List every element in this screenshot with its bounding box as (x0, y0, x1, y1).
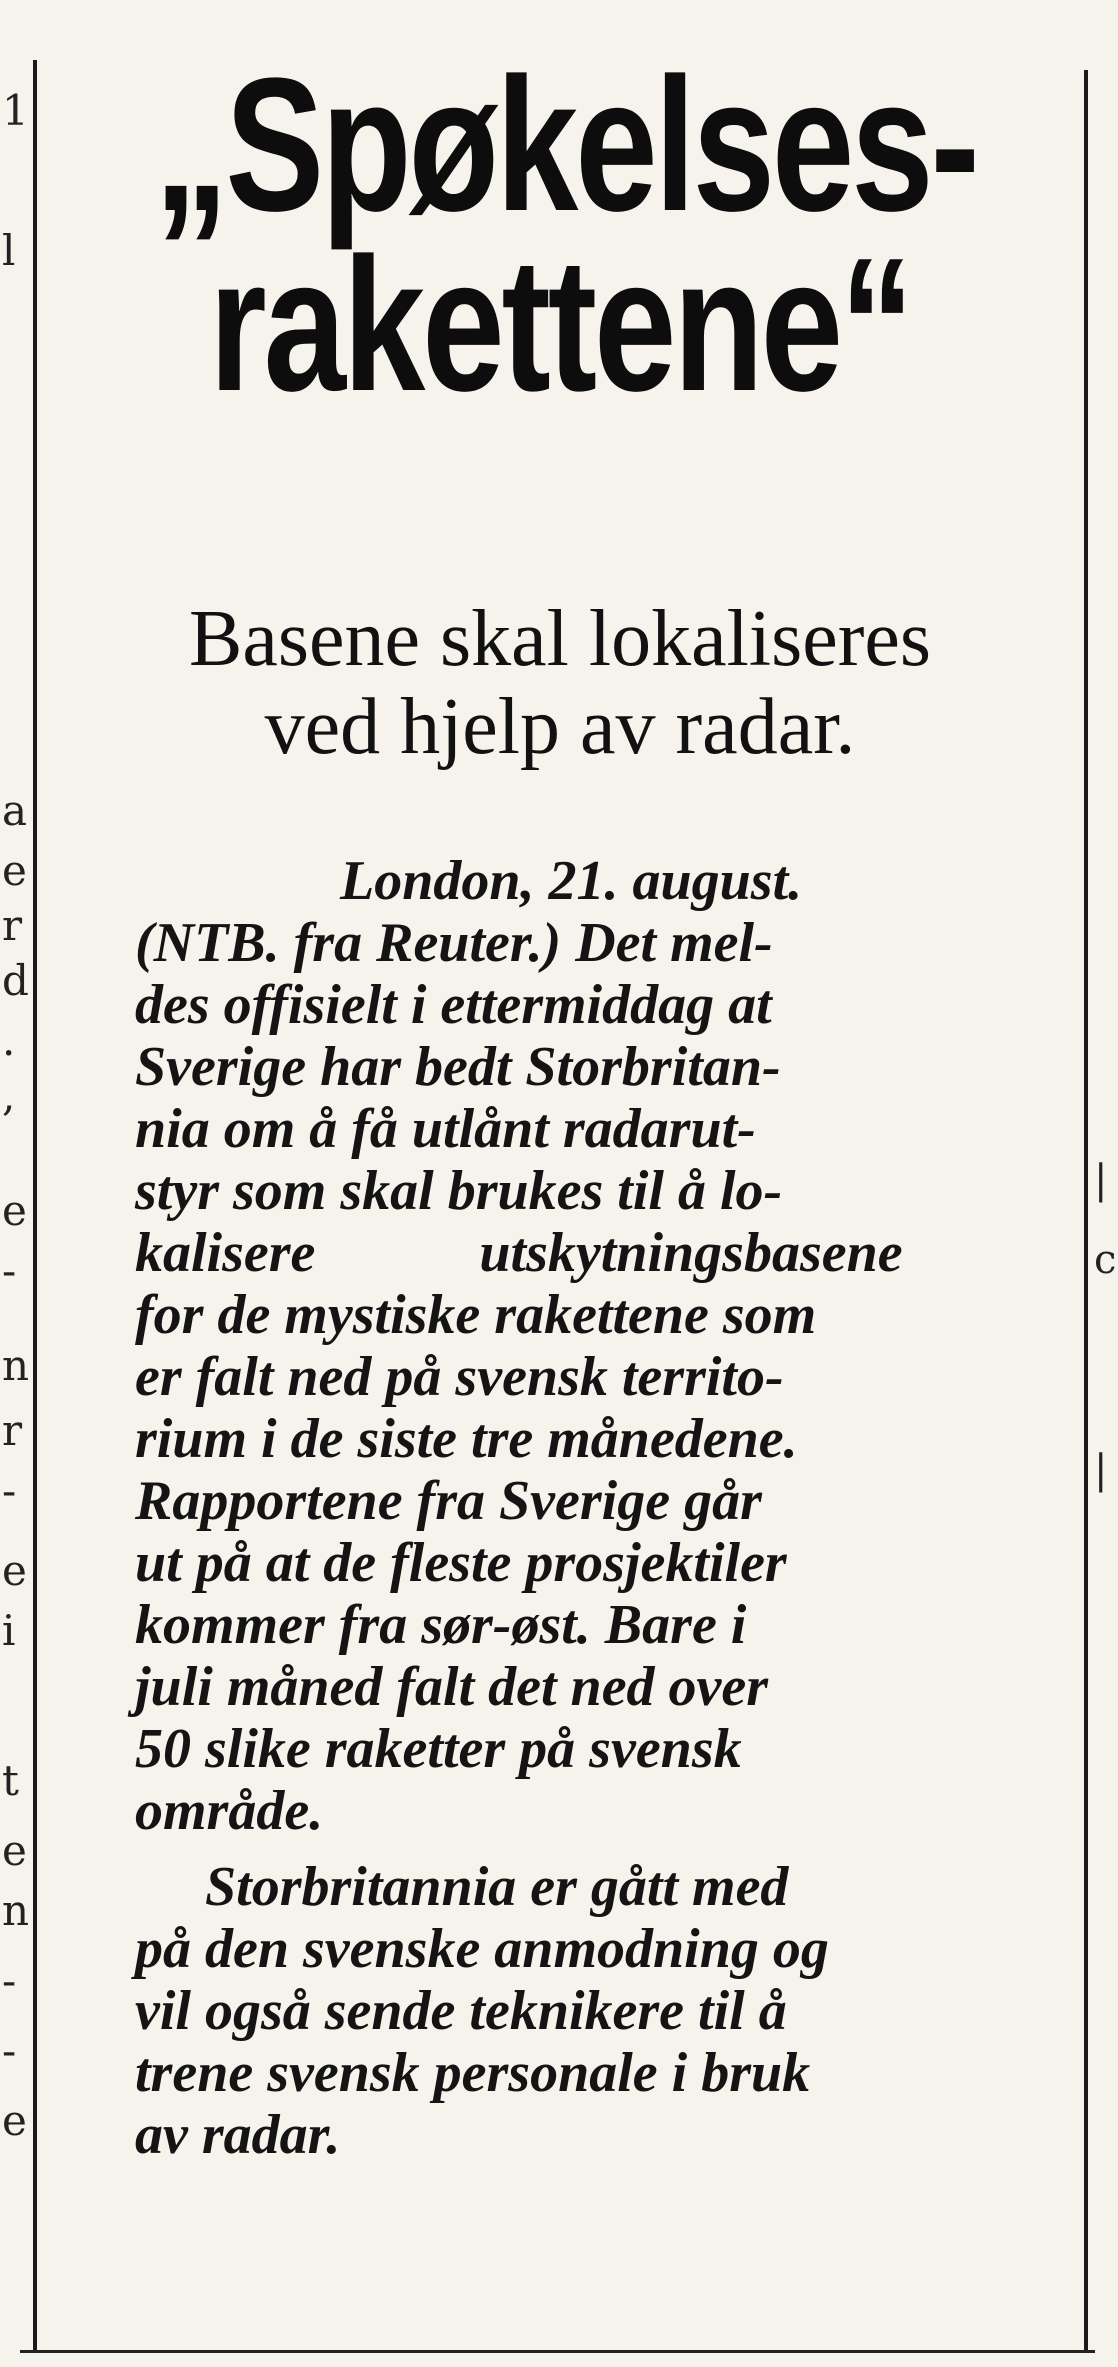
fragment-char: a (2, 786, 28, 835)
fragment-char: , (2, 1071, 16, 1120)
body-line: for de mystiske rakettene som (135, 1284, 817, 1346)
body-line: trene svensk personale i bruk (135, 2042, 811, 2104)
headline-line: „Spøkelses- (154, 39, 977, 251)
headline-line: rakettene“ (209, 219, 911, 431)
body-line: område. (135, 1780, 324, 1842)
body-line: juli måned falt det ned over (135, 1656, 769, 1718)
fragment-char: . (2, 1016, 16, 1065)
fragment-char: - (2, 2026, 17, 2075)
headline (154, 39, 977, 431)
fragment-char: - (2, 1246, 17, 1295)
column-rule-left (33, 60, 37, 2350)
fragment-char: e (2, 846, 27, 895)
body-line: Sverige har bedt Storbritan- (135, 1036, 781, 1098)
adjacent-column-right (1092, 0, 1118, 2367)
body-line: (NTB. fra Reuter.) Det mel- (135, 912, 773, 974)
body-line: Rapportene fra Sverige går (135, 1470, 762, 1532)
body-line: nia om å få utlånt radarut- (135, 1098, 756, 1160)
fragment-char: | (1094, 1157, 1108, 1203)
fragment-char: c (1094, 1237, 1117, 1283)
adjacent-column-left (0, 0, 30, 2367)
fragment-char: 1 (2, 86, 29, 135)
column-rule-right (1084, 70, 1088, 2350)
fragment-char: r (2, 901, 23, 950)
fragment-char: e (2, 1186, 27, 1235)
subheading (45, 595, 1075, 771)
subheading-line: ved hjelp av radar. (264, 683, 856, 771)
fragment-char: n (2, 1886, 30, 1935)
body-line: på den svenske anmodning og (135, 1918, 829, 1980)
body-line: kalisere utskytningsbasene (135, 1222, 903, 1284)
body-line: 50 slike raketter på svensk (135, 1718, 742, 1780)
body-line: av radar. (135, 2104, 341, 2166)
fragment-char: l (2, 226, 16, 275)
body-line: rium i de siste tre månedene. (135, 1408, 798, 1470)
fragment-char: i (2, 1606, 16, 1655)
dateline: London, 21. august. (340, 850, 803, 912)
fragment-char: e (2, 1826, 27, 1875)
fragment-char: - (2, 1466, 17, 1515)
body-line: kommer fra sør-øst. Bare i (135, 1594, 747, 1656)
fragment-char: r (2, 1406, 23, 1455)
fragment-char: - (2, 1956, 17, 2005)
body-line: Storbritannia er gått med (205, 1856, 789, 1918)
body-line: ut på at de fleste prosjektiler (135, 1532, 787, 1594)
fragment-char: t (2, 1756, 19, 1805)
fragment-char: e (2, 2096, 27, 2145)
article-body (135, 850, 1075, 2166)
fragment-char: | (1094, 1447, 1108, 1493)
body-line: styr som skal brukes til å lo- (135, 1160, 783, 1222)
fragment-char: d (2, 956, 29, 1005)
fragment-char: e (2, 1546, 27, 1595)
body-line: er falt ned på svensk territo- (135, 1346, 784, 1408)
column-rule-bottom (20, 2350, 1095, 2353)
body-line: vil også sende teknikere til å (135, 1980, 787, 2042)
subheading-line: Basene skal lokaliseres (189, 595, 931, 683)
fragment-char: n (2, 1341, 30, 1390)
body-line: des offisielt i ettermiddag at (135, 974, 772, 1036)
